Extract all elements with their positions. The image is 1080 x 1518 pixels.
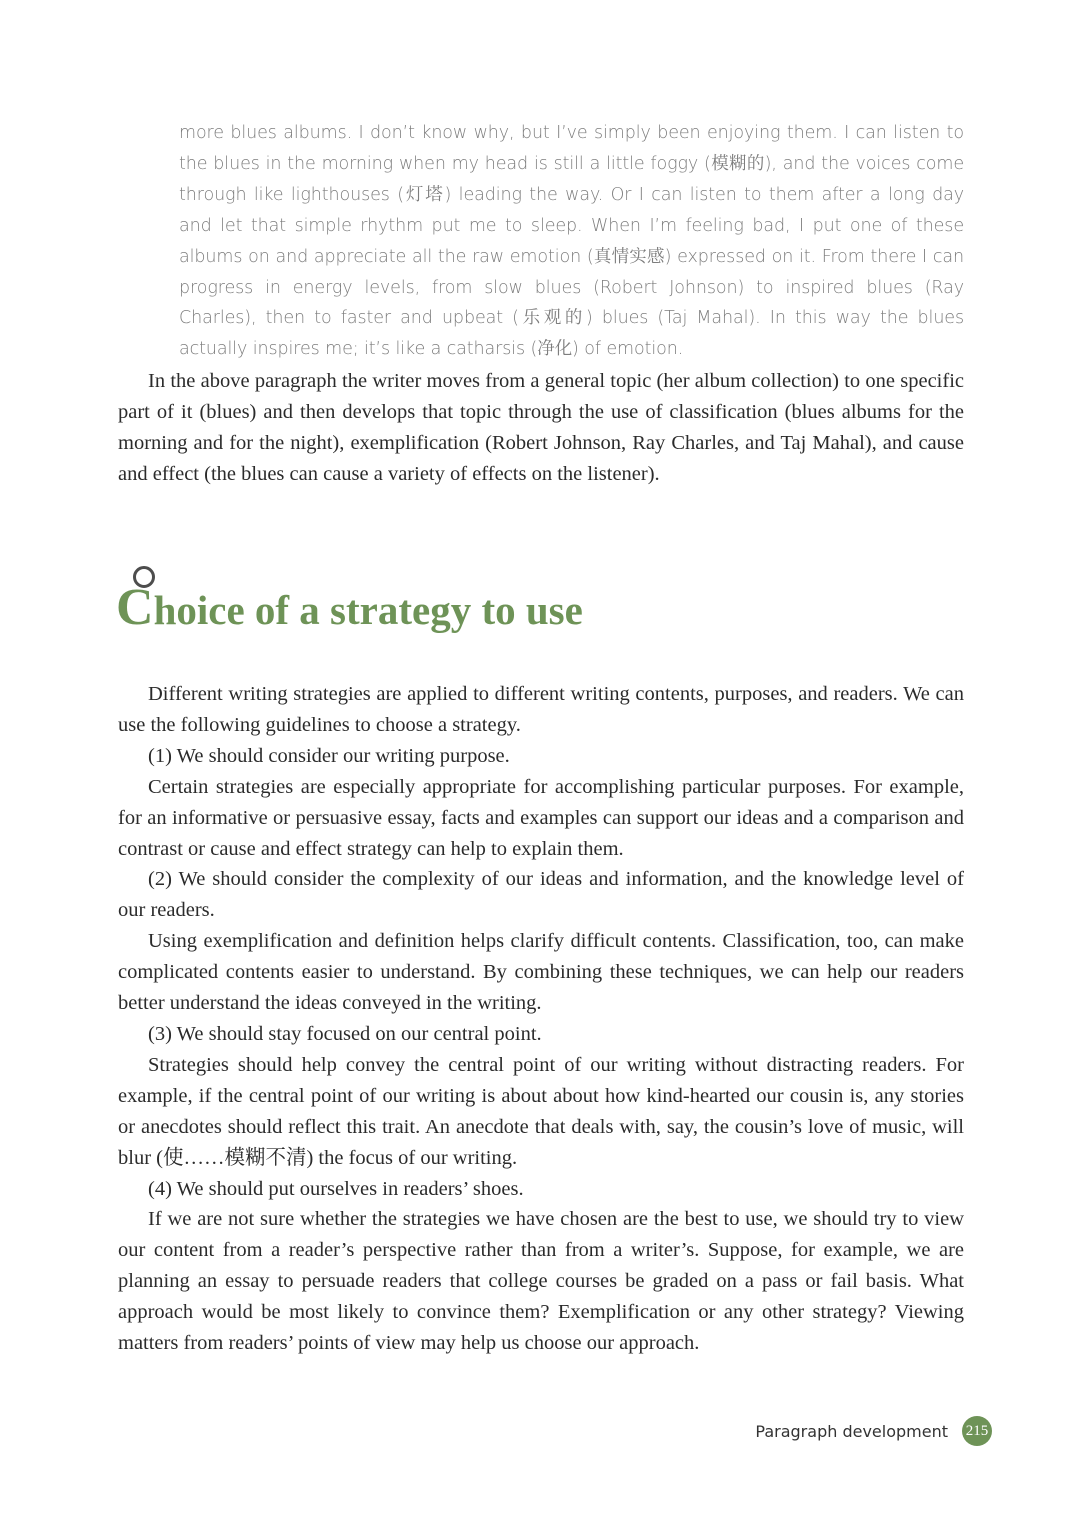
paragraph-readers: If we are not sure whether the strategies we have chosen are the best to use, we should try to view our content from a reader’s perspective rather than from a writer’s. Suppose, for example, we are planning an essay to persuade readers that college courses be graded on a pass or fail basis. What approach would be most likely to convince them? Exemplification or any other strategy? Viewing matters from readers’ points of view may help us choose our approach. [118,1208,964,1355]
guideline-2: (2) We should consider the complexity of our ideas and information, and the knowledge level of our readers. [118,868,964,922]
main-text [118,679,964,1359]
paragraph-intro: Different writing strategies are applied to different writing contents, purposes, and readers. We can use the following guidelines to choose a strategy. [118,683,964,736]
paragraph-complexity: Using exemplification and definition helps clarify difficult contents. Classification, too, can make complicated contents easier to understand. By combining these techniques, we can help our readers better understand the ideas conveyed in the writing. [118,930,964,1015]
guideline-3: (3) We should stay focused on our central point. [148,1022,542,1045]
paragraph-purpose: Certain strategies are especially appropriate for accomplishing particular purposes. For example, for an informative or persuasive essay, facts and examples can support our ideas and a comparison and contrast or cause and effect strategy can help to explain them. [118,775,964,860]
page-footer [755,1416,992,1446]
block-quote: more blues albums. I don’t know why, but I’ve simply been enjoying them. I can listen to the blues in the morning when my head is still a little foggy (模糊的), and the voices come through like lighthouses (灯塔) leading the way. Or I can listen to them after a long day and let that simple rhythm put me to sleep. When I’m feeling bad, I put one of these albums on and appreciate all the raw emotion (真情实感) expressed on it. From there I can progress in energy levels, from slow blues (Robert Johnson) to inspired blues (Ray Charles), then to faster and upbeat (乐观的) blues (Taj Mahal). In this way the blues actually inspires me; it’s like a catharsis (净化) of emotion. [179,123,964,360]
chapter-label: Paragraph development [755,1421,948,1441]
guideline-4: (4) We should put ourselves in readers’ shoes. [148,1177,524,1200]
heading-initial: C [116,579,154,636]
guideline-1: (1) We should consider our writing purpose. [148,744,510,767]
page-number-badge: 215 [962,1416,992,1446]
analysis-paragraph: In the above paragraph the writer moves from a general topic (her album collection) to one specific part of it (blues) and then develops that topic through the use of classification (blues albums for the morning and for the night), exemplification (Robert Johnson, Ray Charles, and Taj Mahal), and cause and effect (the blues can cause a variety of effects on the listener). [118,370,964,485]
heading-rest: hoice of a strategy to use [153,587,583,633]
paragraph-focus: Strategies should help convey the central point of our writing without distracting readers. For example, if the central point of our writing is about about how kind-hearted our cousin is, any stories or anecdotes should reflect this trait. An anecdote that deals with, say, the cousin’s love of music, will blur (使……模糊不清) the focus of our writing. [118,1053,964,1169]
section-heading [116,578,583,640]
